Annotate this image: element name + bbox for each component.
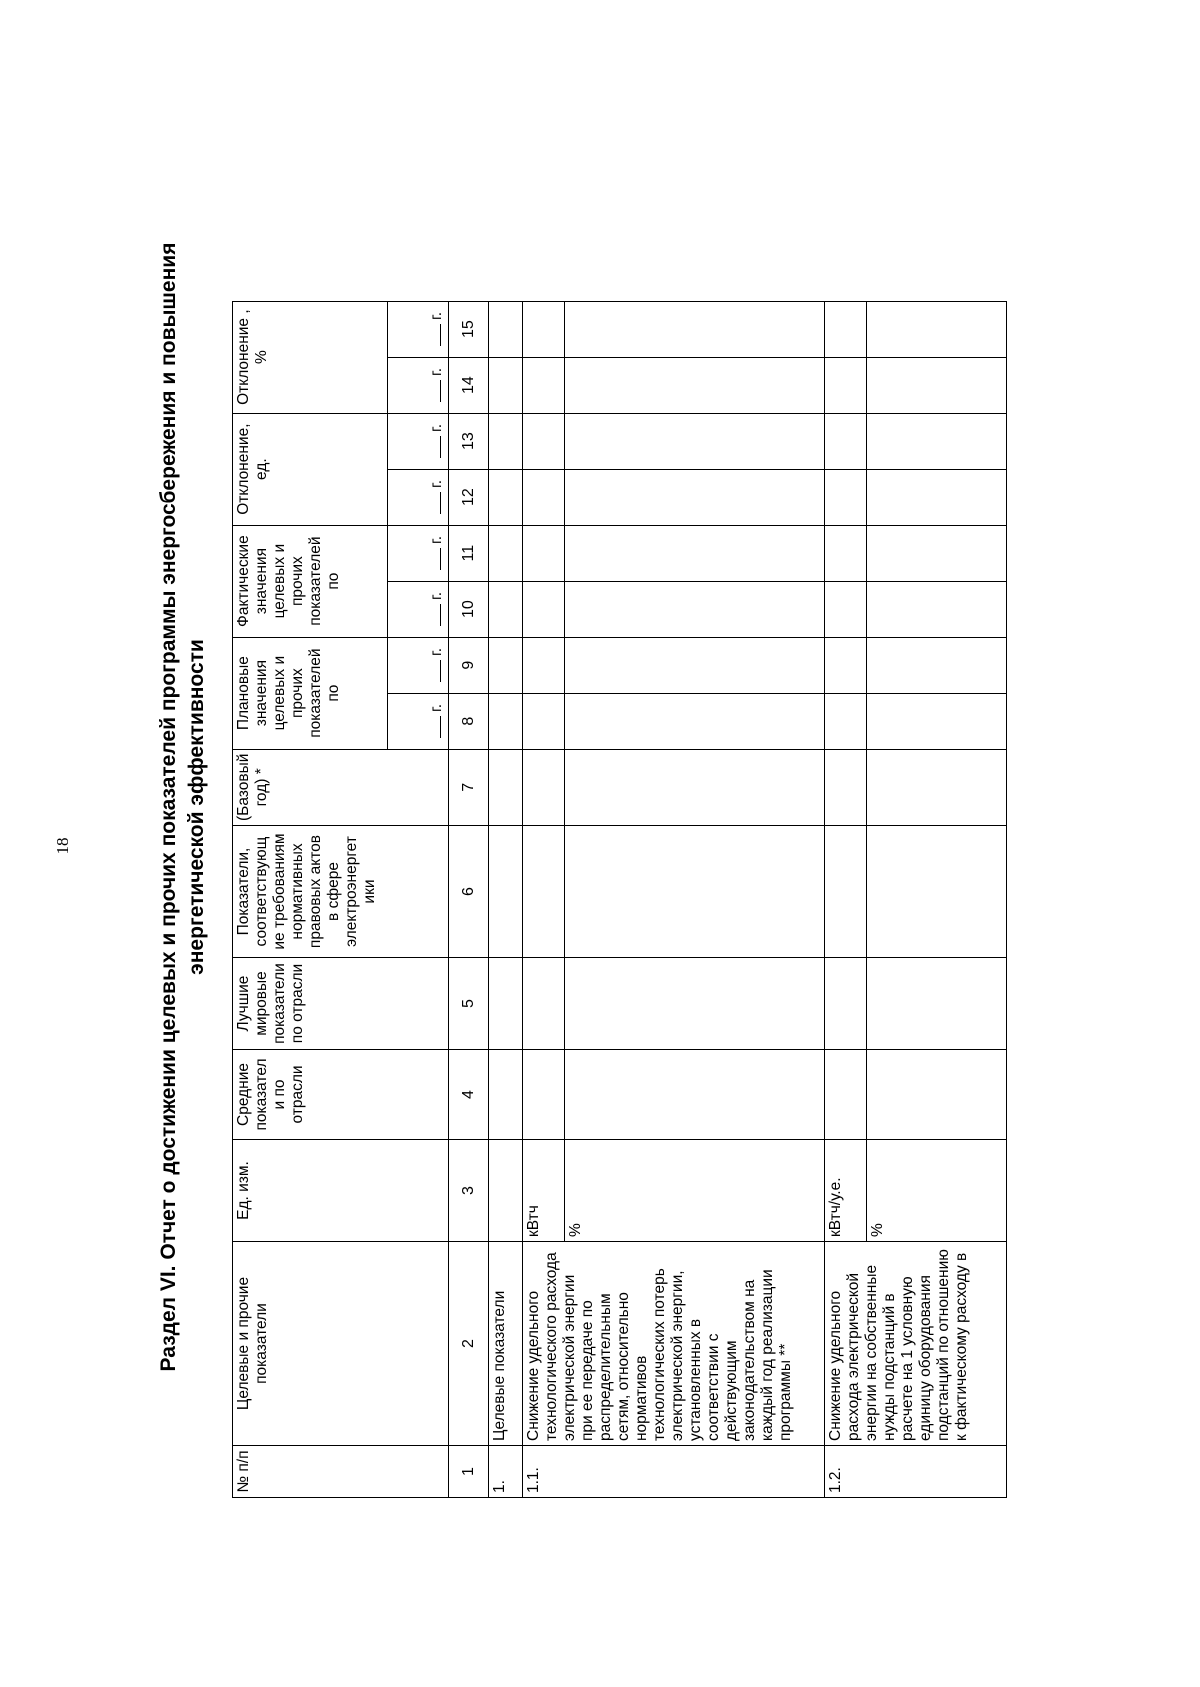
title-line-1: Раздел VI. Отчет о достижении целевых и прочих показателей программы энергосбережения и повышения [157, 242, 180, 1372]
year-cell: г. [388, 357, 449, 413]
column-number: 8 [449, 693, 489, 749]
year-cell: г. [388, 525, 449, 581]
column-number: 13 [449, 413, 489, 469]
row-number: 1.2. [825, 1446, 1007, 1498]
title-line-2: энергетической эффективности [185, 639, 208, 975]
year-cell: г. [388, 469, 449, 525]
column-number: 12 [449, 469, 489, 525]
row-unit: % [867, 1140, 1007, 1242]
header-normative: Показатели, соответствующ ие требованиям нормативных правовых актов в сфере электроэнергет ики [233, 826, 449, 958]
header-row-1 [233, 301, 388, 1497]
header-actual: Фактические значения целевых и прочих показателей по [233, 525, 388, 637]
row-unit: кВтч/у.е. [825, 1140, 867, 1242]
column-number-row [449, 301, 489, 1497]
header-planned: Плановые значения целевых и прочих показателей по [233, 637, 388, 749]
column-number: 2 [449, 1242, 489, 1446]
header-deviation-percent: Отклонение , % [233, 301, 388, 413]
column-number: 6 [449, 826, 489, 958]
row-label: Снижение удельного расхода электрической энергии на собственные нужды подстанций в расчете на 1 условную единицу оборудования подстанций по отношению к фактическому расходу в [825, 1242, 1007, 1446]
header-num: № п/п [233, 1446, 449, 1498]
row-label: Снижение удельного технологического расхода электрической энергии при ее передаче по распределительным сетям, относительно нормативов технологических потерь электрической энергии, установленных в соответствии с действующим законодательством на каждый год реализации программы ** [523, 1242, 825, 1446]
row-label: Целевые показатели [489, 1242, 523, 1446]
column-number: 1 [449, 1446, 489, 1498]
row-number: 1.1. [523, 1446, 825, 1498]
report-table [232, 301, 1007, 1498]
table-row [825, 301, 867, 1497]
year-cell: г. [388, 637, 449, 693]
header-base-year: (Базовый год) * [233, 749, 449, 825]
table-row [489, 301, 523, 1497]
header-best: Лучшие мировые показатели по отрасли [233, 958, 449, 1050]
column-number: 5 [449, 958, 489, 1050]
page-number: 18 [53, 837, 72, 855]
column-number: 15 [449, 301, 489, 357]
row-unit: % [565, 1140, 825, 1242]
column-number: 4 [449, 1050, 489, 1140]
column-number: 14 [449, 357, 489, 413]
year-cell: г. [388, 413, 449, 469]
column-number: 10 [449, 581, 489, 637]
column-number: 11 [449, 525, 489, 581]
header-deviation-units: Отклонение, ед. [233, 413, 388, 525]
row-unit: кВтч [523, 1140, 565, 1242]
header-indicator: Целевые и прочие показатели [233, 1242, 449, 1446]
header-unit: Ед. изм. [233, 1140, 449, 1242]
row-number: 1. [489, 1446, 523, 1498]
column-number: 7 [449, 749, 489, 825]
table-row [523, 301, 565, 1497]
column-number: 3 [449, 1140, 489, 1242]
year-cell: г. [388, 581, 449, 637]
year-cell: г. [388, 693, 449, 749]
year-cell: г. [388, 301, 449, 357]
column-number: 9 [449, 637, 489, 693]
section-title [155, 107, 211, 1507]
header-avg: Средние показател и по отрасли [233, 1050, 449, 1140]
